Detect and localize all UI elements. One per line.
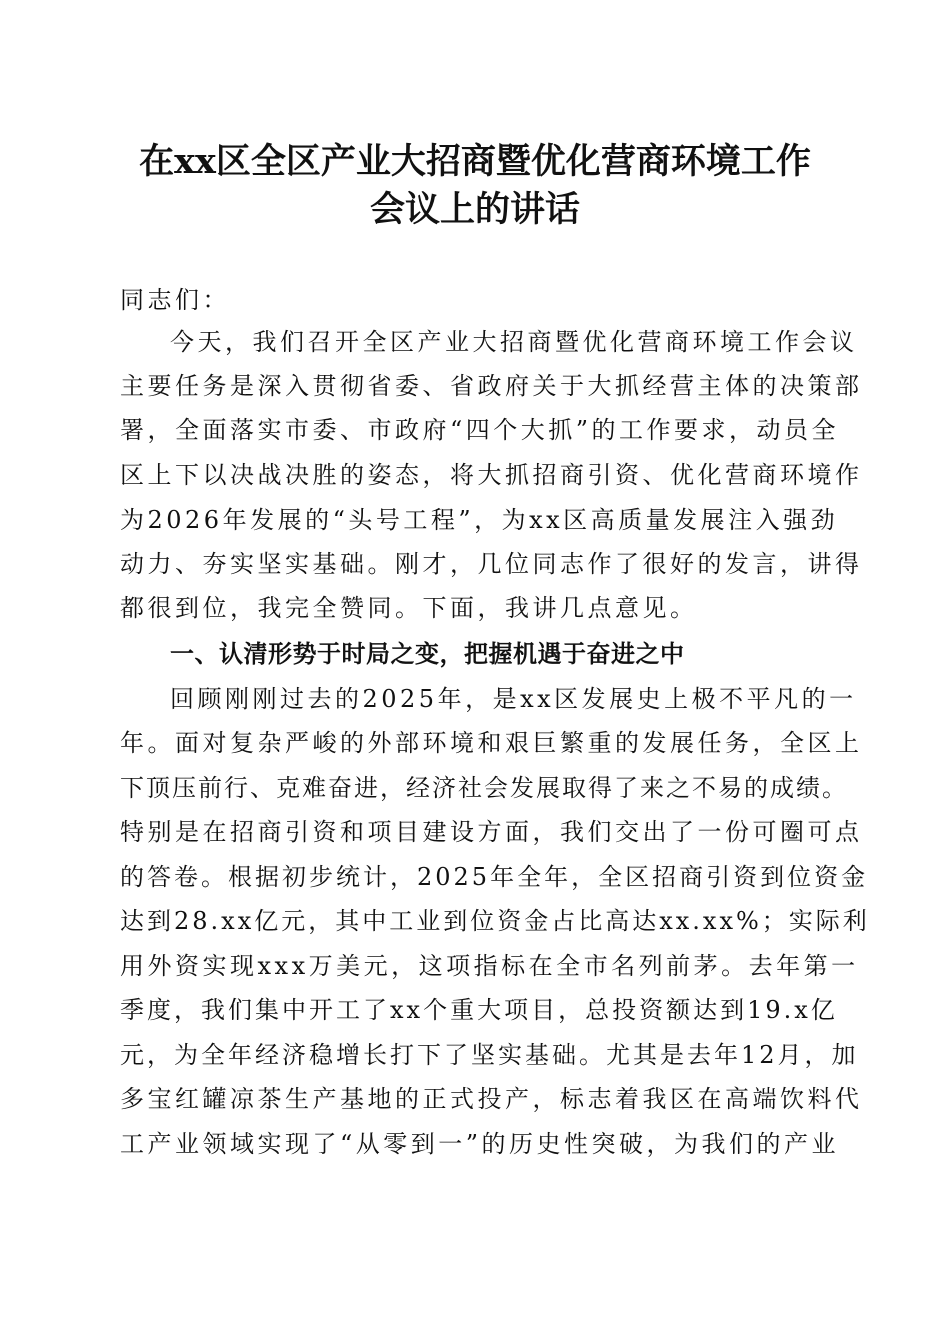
paragraph-1-line: 今天，我们召开全区产业大招商暨优化营商环境工作会议 (170, 328, 858, 356)
paragraph-2-line: 的答卷。根据初步统计，2025年全年，全区招商引资到位资金 (120, 863, 869, 891)
paragraph-1-line: 主要任务是深入贯彻省委、省政府关于大抓经营主体的决策部 (120, 372, 863, 400)
paragraph-2-line: 多宝红罐凉茶生产基地的正式投产，标志着我区在高端饮料代 (120, 1085, 863, 1113)
paragraph-2-line: 回顾刚刚过去的2025年，是xx区发展史上极不平凡的一 (170, 685, 857, 713)
paragraph-2-line: 下顶压前行、克难奋进，经济社会发展取得了来之不易的成绩。 (120, 774, 848, 802)
paragraph-1-line: 都很到位，我完全赞同。下面，我讲几点意见。 (120, 594, 698, 622)
paragraph-2-line: 年。面对复杂严峻的外部环境和艰巨繁重的发展任务，全区上 (120, 729, 863, 757)
paragraph-2-line: 季度，我们集中开工了xx个重大项目，总投资额达到19.x亿 (120, 996, 838, 1024)
paragraph-2-line: 元，为全年经济稳增长打下了坚实基础。尤其是去年12月，加 (120, 1041, 859, 1069)
paragraph-1-line: 区上下以决战决胜的姿态，将大抓招商引资、优化营商环境作 (120, 461, 863, 489)
section-1-heading: 一、认清形势于时局之变，把握机遇于奋进之中 (170, 640, 685, 668)
paragraph-1-line: 为2026年发展的“头号工程”，为xx区高质量发展注入强劲 (120, 506, 839, 534)
paragraph-2-line: 达到28.xx亿元，其中工业到位资金占比高达xx.xx%；实际利 (120, 907, 870, 935)
document-title-line-2: 会议上的讲话 (369, 189, 580, 230)
paragraph-1-line: 署，全面落实市委、市政府“四个大抓”的工作要求，动员全 (120, 416, 840, 444)
paragraph-2-line: 用外资实现xxx万美元，这项指标在全市名列前茅。去年第一 (120, 952, 859, 980)
paragraph-2-line: 特别是在招商引资和项目建设方面，我们交出了一份可圈可点 (120, 818, 863, 846)
paragraph-2-line: 工产业领域实现了“从零到一”的历史性突破，为我们的产业 (120, 1130, 840, 1158)
salutation: 同志们： (120, 286, 230, 314)
paragraph-1-line: 动力、夯实坚实基础。刚才，几位同志作了很好的发言，讲得 (120, 550, 863, 578)
document-title-line-1: 在xx区全区产业大招商暨优化营商环境工作 (139, 141, 811, 182)
